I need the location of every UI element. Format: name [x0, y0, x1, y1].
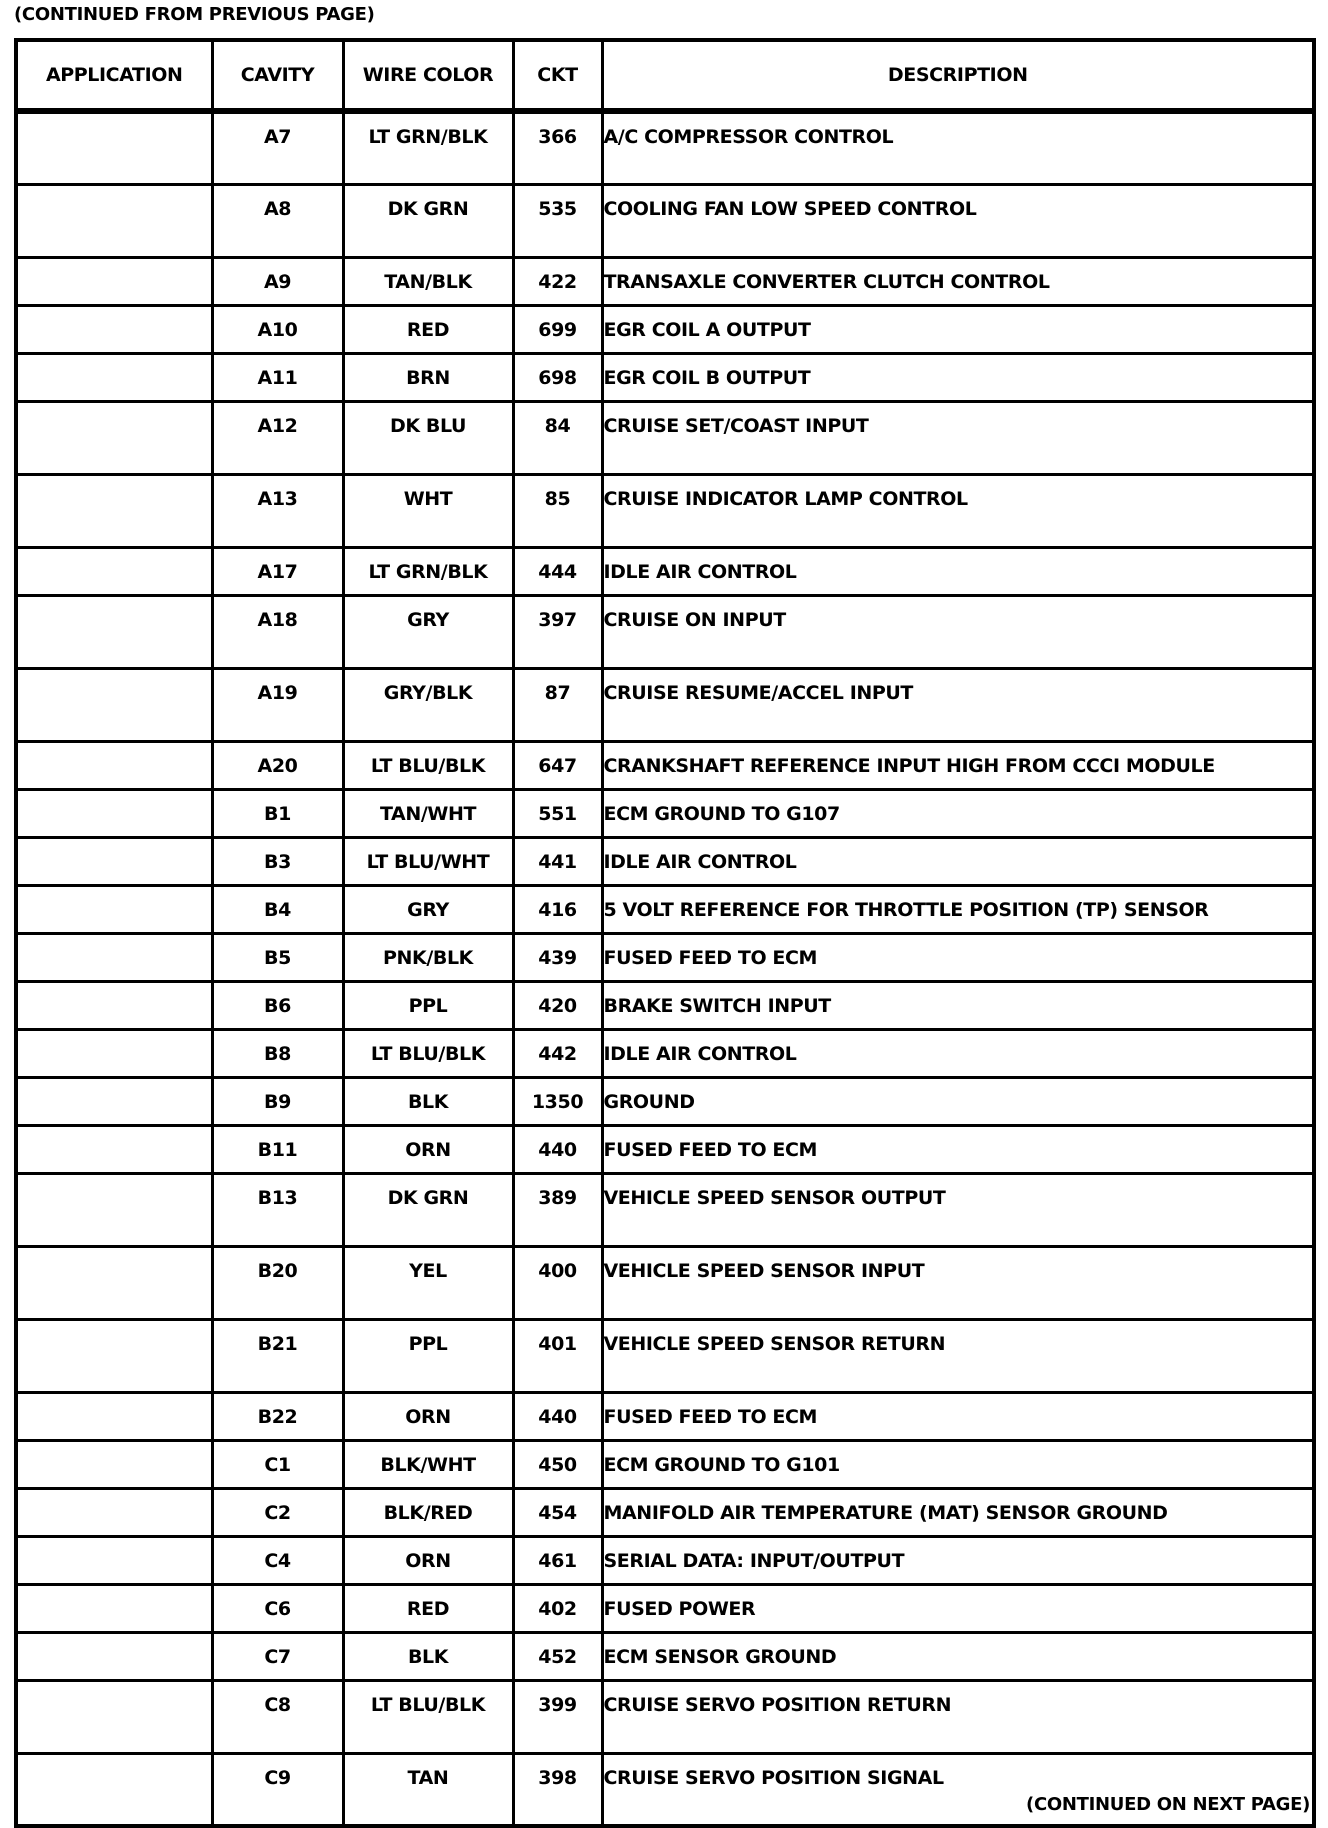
cell-wire-color: BLK — [343, 1632, 513, 1680]
continued-on-next-page-note: (CONTINUED ON NEXT PAGE) — [1026, 1794, 1310, 1815]
cell-wire-color: TAN/WHT — [343, 789, 513, 837]
cell-application — [16, 547, 212, 595]
cell-description: CRANKSHAFT REFERENCE INPUT HIGH FROM CCCI MODULE — [602, 741, 1314, 789]
table-row — [16, 257, 1314, 305]
cell-wire-color: ORN — [343, 1392, 513, 1440]
cell-application — [16, 353, 212, 401]
cell-ckt: 399 — [513, 1680, 602, 1753]
cell-cavity: A17 — [212, 547, 343, 595]
cell-ckt: 85 — [513, 474, 602, 547]
cell-wire-color: BLK — [343, 1077, 513, 1125]
cell-ckt: 398 — [513, 1753, 602, 1826]
cell-application — [16, 981, 212, 1029]
cell-application — [16, 474, 212, 547]
cell-ckt: 440 — [513, 1125, 602, 1173]
cell-ckt: 551 — [513, 789, 602, 837]
cell-ckt: 416 — [513, 885, 602, 933]
cell-ckt: 420 — [513, 981, 602, 1029]
cell-ckt: 401 — [513, 1319, 602, 1392]
cell-application — [16, 1753, 212, 1826]
cell-ckt: 440 — [513, 1392, 602, 1440]
cell-ckt: 452 — [513, 1632, 602, 1680]
cell-description: FUSED FEED TO ECM — [602, 1125, 1314, 1173]
table-row — [16, 305, 1314, 353]
cell-application — [16, 933, 212, 981]
cell-ckt: 400 — [513, 1246, 602, 1319]
cell-description: BRAKE SWITCH INPUT — [602, 981, 1314, 1029]
cell-ckt: 366 — [513, 111, 602, 184]
cell-wire-color: BLK/WHT — [343, 1440, 513, 1488]
cell-description: COOLING FAN LOW SPEED CONTROL — [602, 184, 1314, 257]
cell-ckt: 1350 — [513, 1077, 602, 1125]
cell-application — [16, 1173, 212, 1246]
column-header-ckt: CKT — [513, 40, 602, 111]
table-row — [16, 885, 1314, 933]
table-row — [16, 547, 1314, 595]
cell-description: GROUND — [602, 1077, 1314, 1125]
table-row — [16, 1392, 1314, 1440]
cell-application — [16, 1488, 212, 1536]
column-header-description: DESCRIPTION — [602, 40, 1314, 111]
cell-wire-color: DK GRN — [343, 184, 513, 257]
table-row — [16, 1536, 1314, 1584]
column-header-cavity: CAVITY — [212, 40, 343, 111]
cell-description: CRUISE ON INPUT — [602, 595, 1314, 668]
table-row — [16, 741, 1314, 789]
cell-cavity: A19 — [212, 668, 343, 741]
cell-ckt: 87 — [513, 668, 602, 741]
cell-wire-color: TAN/BLK — [343, 257, 513, 305]
cell-ckt: 389 — [513, 1173, 602, 1246]
cell-ckt: 647 — [513, 741, 602, 789]
cell-description: 5 VOLT REFERENCE FOR THROTTLE POSITION (TP) SENSOR — [602, 885, 1314, 933]
table-row — [16, 1125, 1314, 1173]
column-header-wire-color: WIRE COLOR — [343, 40, 513, 111]
cell-wire-color: BLK/RED — [343, 1488, 513, 1536]
cell-description: VEHICLE SPEED SENSOR RETURN — [602, 1319, 1314, 1392]
cell-description: VEHICLE SPEED SENSOR OUTPUT — [602, 1173, 1314, 1246]
table-row — [16, 1077, 1314, 1125]
cell-application — [16, 837, 212, 885]
cell-ckt: 397 — [513, 595, 602, 668]
table-row — [16, 1753, 1314, 1826]
table-header-row — [16, 40, 1314, 111]
table-row — [16, 401, 1314, 474]
cell-description: IDLE AIR CONTROL — [602, 547, 1314, 595]
cell-wire-color: RED — [343, 1584, 513, 1632]
cell-cavity: C2 — [212, 1488, 343, 1536]
cell-wire-color: PNK/BLK — [343, 933, 513, 981]
cell-cavity: B6 — [212, 981, 343, 1029]
cell-cavity: A7 — [212, 111, 343, 184]
cell-wire-color: GRY — [343, 885, 513, 933]
cell-description: CRUISE SERVO POSITION SIGNAL — [602, 1753, 1314, 1826]
cell-wire-color: ORN — [343, 1125, 513, 1173]
cell-description: EGR COIL A OUTPUT — [602, 305, 1314, 353]
table-row — [16, 1173, 1314, 1246]
cell-application — [16, 1584, 212, 1632]
cell-cavity: A12 — [212, 401, 343, 474]
cell-description: IDLE AIR CONTROL — [602, 1029, 1314, 1077]
cell-description: SERIAL DATA: INPUT/OUTPUT — [602, 1536, 1314, 1584]
table-row — [16, 1632, 1314, 1680]
cell-cavity: B11 — [212, 1125, 343, 1173]
cell-application — [16, 305, 212, 353]
cell-description: CRUISE RESUME/ACCEL INPUT — [602, 668, 1314, 741]
table-row — [16, 933, 1314, 981]
cell-cavity: C9 — [212, 1753, 343, 1826]
cell-cavity: A13 — [212, 474, 343, 547]
cell-cavity: B3 — [212, 837, 343, 885]
cell-cavity: B1 — [212, 789, 343, 837]
table-row — [16, 837, 1314, 885]
column-header-application: APPLICATION — [16, 40, 212, 111]
cell-cavity: B4 — [212, 885, 343, 933]
cell-cavity: B5 — [212, 933, 343, 981]
table-row — [16, 595, 1314, 668]
cell-wire-color: ORN — [343, 1536, 513, 1584]
cell-cavity: C4 — [212, 1536, 343, 1584]
cell-ckt: 84 — [513, 401, 602, 474]
cell-wire-color: LT BLU/BLK — [343, 1029, 513, 1077]
cell-description: FUSED FEED TO ECM — [602, 1392, 1314, 1440]
cell-application — [16, 1246, 212, 1319]
cell-description: A/C COMPRESSOR CONTROL — [602, 111, 1314, 184]
cell-cavity: A10 — [212, 305, 343, 353]
continued-from-previous-page-note: (CONTINUED FROM PREVIOUS PAGE) — [14, 4, 375, 25]
table-row — [16, 981, 1314, 1029]
cell-description: FUSED POWER — [602, 1584, 1314, 1632]
cell-ckt: 444 — [513, 547, 602, 595]
table-row — [16, 1246, 1314, 1319]
cell-description: CRUISE SERVO POSITION RETURN — [602, 1680, 1314, 1753]
cell-application — [16, 1125, 212, 1173]
cell-ckt: 439 — [513, 933, 602, 981]
cell-description: ECM GROUND TO G107 — [602, 789, 1314, 837]
cell-cavity: A18 — [212, 595, 343, 668]
cell-cavity: A11 — [212, 353, 343, 401]
cell-wire-color: LT GRN/BLK — [343, 547, 513, 595]
cell-wire-color: TAN — [343, 1753, 513, 1826]
table-row — [16, 789, 1314, 837]
cell-cavity: C7 — [212, 1632, 343, 1680]
cell-wire-color: DK GRN — [343, 1173, 513, 1246]
cell-ckt: 442 — [513, 1029, 602, 1077]
cell-ckt: 422 — [513, 257, 602, 305]
cell-ckt: 450 — [513, 1440, 602, 1488]
cell-application — [16, 1077, 212, 1125]
cell-cavity: B8 — [212, 1029, 343, 1077]
cell-cavity: A20 — [212, 741, 343, 789]
cell-application — [16, 1632, 212, 1680]
table-row — [16, 1029, 1314, 1077]
cell-description: VEHICLE SPEED SENSOR INPUT — [602, 1246, 1314, 1319]
table-row — [16, 1440, 1314, 1488]
cell-ckt: 461 — [513, 1536, 602, 1584]
table-row — [16, 111, 1314, 184]
cell-application — [16, 1440, 212, 1488]
table-row — [16, 184, 1314, 257]
cell-application — [16, 1536, 212, 1584]
cell-application — [16, 668, 212, 741]
cell-cavity: B9 — [212, 1077, 343, 1125]
cell-wire-color: WHT — [343, 474, 513, 547]
cell-cavity: B20 — [212, 1246, 343, 1319]
cell-ckt: 698 — [513, 353, 602, 401]
table-row — [16, 1488, 1314, 1536]
cell-description: MANIFOLD AIR TEMPERATURE (MAT) SENSOR GROUND — [602, 1488, 1314, 1536]
cell-cavity: B22 — [212, 1392, 343, 1440]
cell-cavity: C1 — [212, 1440, 343, 1488]
cell-application — [16, 885, 212, 933]
cell-application — [16, 401, 212, 474]
cell-application — [16, 1680, 212, 1753]
cell-wire-color: GRY/BLK — [343, 668, 513, 741]
cell-application — [16, 595, 212, 668]
cell-description: CRUISE SET/COAST INPUT — [602, 401, 1314, 474]
table-row — [16, 668, 1314, 741]
cell-ckt: 402 — [513, 1584, 602, 1632]
cell-description: ECM GROUND TO G101 — [602, 1440, 1314, 1488]
cell-description: FUSED FEED TO ECM — [602, 933, 1314, 981]
wiring-table — [14, 38, 1316, 1828]
cell-cavity: B21 — [212, 1319, 343, 1392]
cell-wire-color: GRY — [343, 595, 513, 668]
cell-cavity: B13 — [212, 1173, 343, 1246]
cell-application — [16, 111, 212, 184]
cell-ckt: 441 — [513, 837, 602, 885]
table-row — [16, 353, 1314, 401]
cell-wire-color: BRN — [343, 353, 513, 401]
cell-ckt: 535 — [513, 184, 602, 257]
cell-cavity: C6 — [212, 1584, 343, 1632]
cell-wire-color: LT BLU/BLK — [343, 1680, 513, 1753]
cell-description: EGR COIL B OUTPUT — [602, 353, 1314, 401]
cell-description: CRUISE INDICATOR LAMP CONTROL — [602, 474, 1314, 547]
cell-ckt: 699 — [513, 305, 602, 353]
table-row — [16, 1680, 1314, 1753]
table-row — [16, 1584, 1314, 1632]
cell-application — [16, 1392, 212, 1440]
cell-wire-color: PPL — [343, 1319, 513, 1392]
cell-cavity: A8 — [212, 184, 343, 257]
cell-application — [16, 789, 212, 837]
cell-application — [16, 741, 212, 789]
cell-application — [16, 257, 212, 305]
cell-application — [16, 184, 212, 257]
table-body — [16, 111, 1314, 1826]
cell-wire-color: DK BLU — [343, 401, 513, 474]
cell-description: TRANSAXLE CONVERTER CLUTCH CONTROL — [602, 257, 1314, 305]
table-row — [16, 1319, 1314, 1392]
cell-wire-color: LT BLU/BLK — [343, 741, 513, 789]
cell-wire-color: YEL — [343, 1246, 513, 1319]
cell-wire-color: LT GRN/BLK — [343, 111, 513, 184]
cell-cavity: A9 — [212, 257, 343, 305]
cell-description: IDLE AIR CONTROL — [602, 837, 1314, 885]
cell-wire-color: PPL — [343, 981, 513, 1029]
cell-application — [16, 1029, 212, 1077]
cell-description: ECM SENSOR GROUND — [602, 1632, 1314, 1680]
cell-wire-color: RED — [343, 305, 513, 353]
cell-ckt: 454 — [513, 1488, 602, 1536]
cell-wire-color: LT BLU/WHT — [343, 837, 513, 885]
cell-application — [16, 1319, 212, 1392]
table-row — [16, 474, 1314, 547]
cell-cavity: C8 — [212, 1680, 343, 1753]
